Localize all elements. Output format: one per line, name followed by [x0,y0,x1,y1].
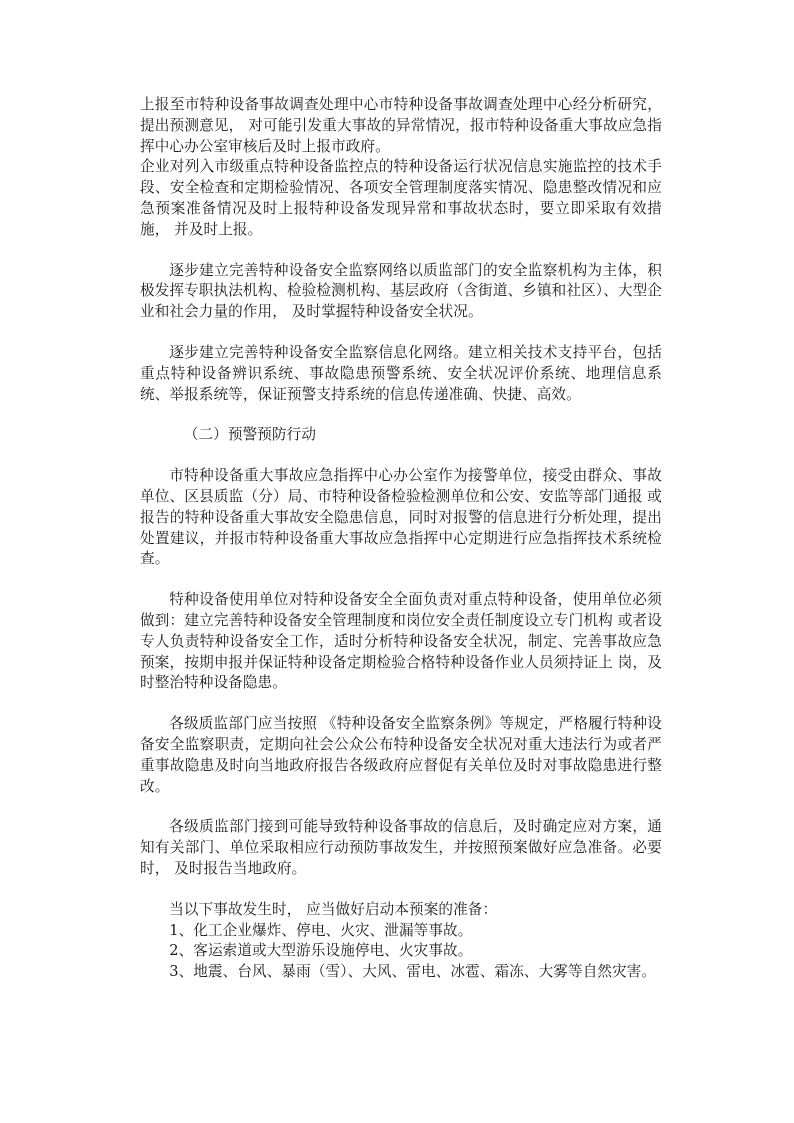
paragraph-enterprise-monitoring: 企业对列入市级重点特种设备监控点的特种设备运行状况信息实施监控的技术手段、安全检查和定期检验情况、各项安全管理制度落实情况、隐患整改情况和应急预案准备情况及时上报特种设备发现异常和事故状态时，要立即采取有效措施， 并及时上报。 [140,158,662,238]
document-page [140,95,662,983]
list-intro: 当以下事故发生时， 应当做好启动本预案的准备： [169,900,498,918]
section-heading-warning-prevention: （二）预警预防行动 [183,426,317,444]
paragraph-response-preparation: 各级质监部门接到可能导致特种设备事故的信息后，及时确定应对方案，通知有关部门、单位采取相应行动预防事故发生，并按照预案做好应急准备。必要时， 及时报告当地政府。 [140,818,662,877]
list-item: 2、客运索道或大型游乐设施停电、火灾事故。 [169,942,473,960]
paragraph-report-analysis: 上报至市特种设备事故调查处理中心市特种设备事故调查处理中心经分析研究，提出预测意见， 对可能引发重大事故的异常情况，报市特种设备重大事故应急指挥中心办公室审核后及时上报市政府。 [140,96,662,155]
paragraph-supervision-network: 逐步建立完善特种设备安全监察网络以质监部门的安全监察机构为主体，积极发挥专职执法机构、检验检测机构、基层政府（含街道、乡镇和社区）、大型企业和社会力量的作用， 及时掌握特种设备安全状况。 [140,261,662,321]
paragraph-quality-supervision-duty: 各级质监部门应当按照 《特种设备安全监察条例》等规定，严格履行特种设备安全监察职责，定期向社会公众公布特种设备安全状况对重大违法行为或者严重事故隐患及时向当地政府报告各级政府应督促有关单位及时对事故隐患进行整改。 [140,715,662,795]
paragraph-alarm-unit: 市特种设备重大事故应急指挥中心办公室作为接警单位，接受由群众、事故单位、区县质监（分）局、市特种设备检验检测单位和公安、安监等部门通报 或报告的特种设备重大事故安全隐患信息，同时对报警的信息进行分析处理，提出处置建议，并报市特种设备重大事故应急指挥中心定期进行应急指挥技术系统检 查。 [140,467,662,568]
list-item: 1、化工企业爆炸、停电、火灾、泄漏等事故。 [169,921,473,939]
list-item: 3、地震、台风、暴雨（雪）、大风、雷电、冰雹、霜冻、大雾等自然灾害。 [169,963,657,981]
paragraph-information-network: 逐步建立完善特种设备安全监察信息化网络。建立相关技术支持平台，包括重点特种设备辨识系统、事故隐患预警系统、安全状况评价系统、地理信息系统、举报系统等，保证预警支持系统的信息传递准确、快捷、高效。 [140,343,662,403]
paragraph-user-responsibility: 特种设备使用单位对特种设备安全全面负责对重点特种设备，使用单位必须做到：建立完善特种设备安全管理制度和岗位安全责任制度设立专门机构 或者设专人负责特种设备安全工作，适时分析特种设备安全状况，制定、完善事故应急预案，按期申报并保证特种设备定期检验合格特种设备作业人员须持证上 岗，及时整治特种设备隐患。 [140,591,662,692]
